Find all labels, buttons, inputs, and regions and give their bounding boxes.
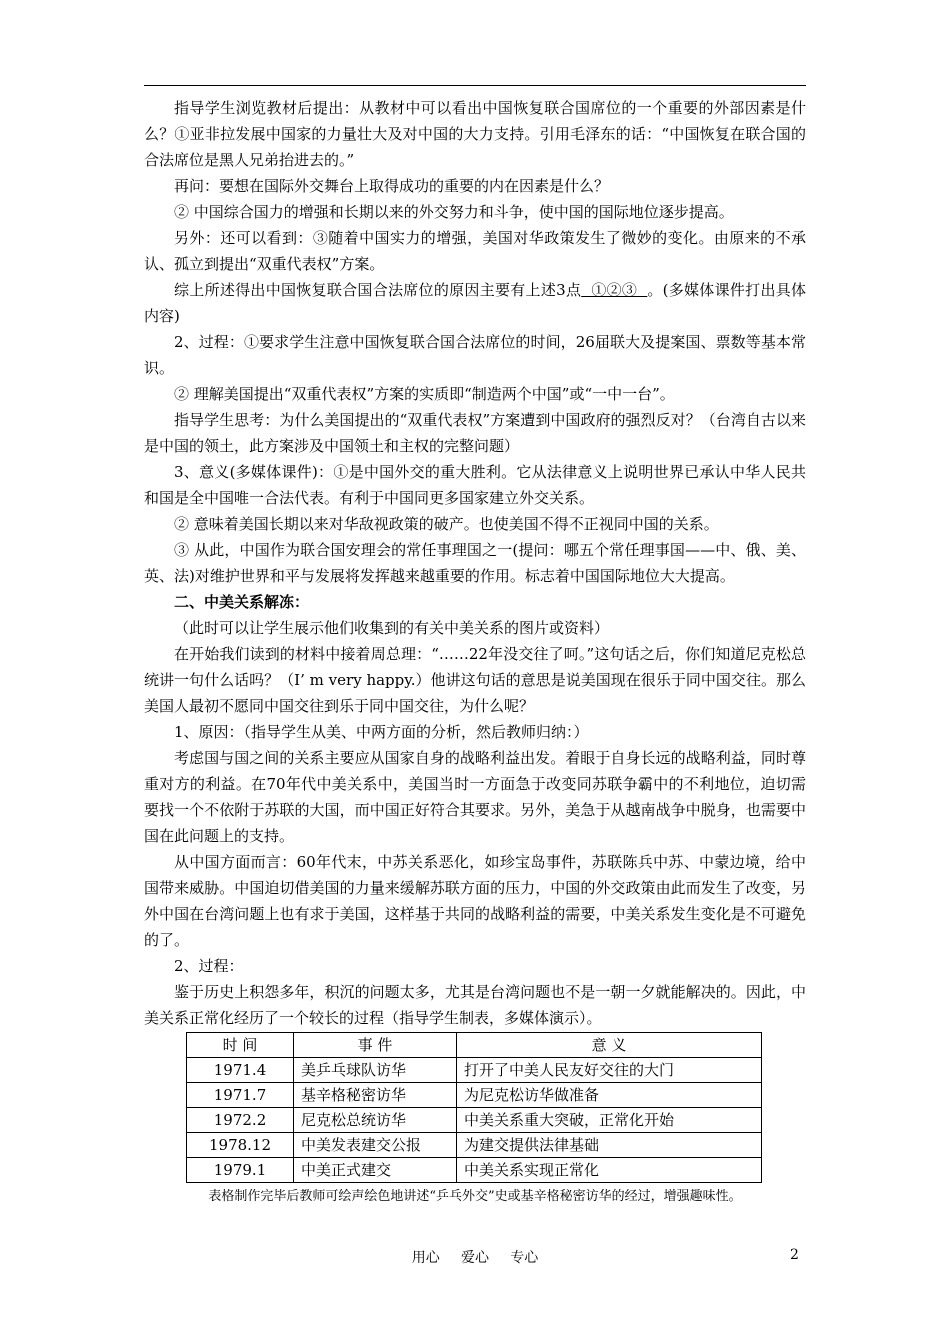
paragraph: 从中国方面而言：60年代末，中苏关系恶化，如珍宝岛事件，苏联陈兵中苏、中蒙边境，给中国带来威胁。中国迫切借美国的力量来缓解苏联方面的压力，中国的外交政策由此而发生了改变，另外中国在台湾问题上也有求于美国，这样基于共同的战略利益的需要，中美关系发生变化是不可避免的了。 [144, 853, 806, 949]
header-significance: 意 义 [457, 1033, 762, 1058]
page-footer: 用心 爱心 专心 [411, 1250, 539, 1266]
table-row [187, 1133, 762, 1158]
cell-significance: 中美关系重大突破，正常化开始 [457, 1108, 762, 1133]
cell-time: 1971.7 [187, 1083, 294, 1108]
cell-significance: 中美关系实现正常化 [457, 1158, 762, 1183]
cell-event: 美乒乓球队访华 [294, 1058, 457, 1083]
cell-time: 1978.12 [187, 1133, 294, 1158]
page-number: 2 [790, 1247, 799, 1263]
paragraph: ③ 从此，中国作为联合国安理会的常任事理国之一(提问：哪五个常任理事国——中、俄、美、英、法)对维护世界和平与发展将发挥越来越重要的作用。标志着中国国际地位大大提高。 [144, 541, 806, 585]
cell-event: 中美发表建交公报 [294, 1133, 457, 1158]
cell-significance: 为建交提供法律基础 [457, 1133, 762, 1158]
paragraph: 再问：要想在国际外交舞台上取得成功的重要的内在因素是什么？ [174, 177, 610, 195]
paragraph: 指导学生思考：为什么美国提出的“双重代表权”方案遭到中国政府的强烈反对？（台湾自古以来是中国的领土，此方案涉及中国领土和主权的完整问题） [144, 411, 806, 455]
cell-event: 尼克松总统访华 [294, 1108, 457, 1133]
paragraph: 在开始我们读到的材料中接着周总理：“……22年没交往了呵。”这句话之后，你们知道尼克松总统讲一句什么话吗？（I’ m very happy.）他讲这句话的意思是说美国现在很乐于同中国交往。那么美国人最初不愿同中国交往到乐于同中国交往，为什么呢？ [144, 645, 806, 715]
table-header-row [187, 1033, 762, 1058]
paragraph: 2、过程：①要求学生注意中国恢复联合国合法席位的时间，26届联大及提案国、票数等基本常识。 [144, 333, 806, 377]
cell-significance: 打开了中美人民友好交往的大门 [457, 1058, 762, 1083]
events-table [186, 1032, 762, 1183]
table-row [187, 1058, 762, 1083]
cell-time: 1972.2 [187, 1108, 294, 1133]
summary-paragraph [144, 277, 806, 329]
section-heading: 二、中美关系解冻： [174, 593, 310, 611]
paragraph: 2、过程： [174, 957, 244, 975]
summary-tail: 。(多媒体课件打出具体内容) [144, 281, 807, 325]
table-row [187, 1108, 762, 1133]
summary-answer-blank: ①②③ [581, 281, 648, 299]
document-body [144, 95, 806, 1209]
paragraph: 1、原因：（指导学生从美、中两方面的分析，然后教师归纳：） [174, 723, 589, 741]
cell-time: 1971.4 [187, 1058, 294, 1083]
cell-event: 中美正式建交 [294, 1158, 457, 1183]
summary-text: 综上所述得出中国恢复联合国合法席位的原因主要有上述3点 [174, 281, 582, 299]
paragraph: ② 意味着美国长期以来对华敌视政策的破产。也使美国不得不正视同中国的关系。 [174, 515, 719, 533]
table-row [187, 1158, 762, 1183]
paragraph: ② 理解美国提出“双重代表权”方案的实质即“制造两个中国”或“一中一台”。 [174, 385, 675, 403]
paragraph: （此时可以让学生展示他们收集到的有关中美关系的图片或资料） [174, 619, 610, 637]
header-rule [144, 85, 806, 86]
paragraph: 考虑国与国之间的关系主要应从国家自身的战略利益出发。着眼于自身长远的战略利益，同时尊重对方的利益。在70年代中美关系中，美国当时一方面急于改变同苏联争霸中的不利地位，迫切需要找一个不依附于苏联的大国，而中国正好符合其要求。另外，美急于从越南战争中脱身，也需要中国在此问题上的支持。 [144, 749, 806, 845]
header-event: 事 件 [294, 1033, 457, 1058]
paragraph: ② 中国综合国力的增强和长期以来的外交努力和斗争，使中国的国际地位逐步提高。 [174, 203, 734, 221]
paragraph: 另外：还可以看到：③随着中国实力的增强，美国对华政策发生了微妙的变化。由原来的不承认、孤立到提出“双重代表权”方案。 [144, 229, 806, 273]
cell-event: 基辛格秘密访华 [294, 1083, 457, 1108]
cell-significance: 为尼克松访华做准备 [457, 1083, 762, 1108]
header-time: 时 间 [187, 1033, 294, 1058]
paragraph: 鉴于历史上积怨多年，积沉的问题太多，尤其是台湾问题也不是一朝一夕就能解决的。因此，中美关系正常化经历了一个较长的过程（指导学生制表，多媒体演示）。 [144, 983, 806, 1027]
cell-time: 1979.1 [187, 1158, 294, 1183]
table-row [187, 1083, 762, 1108]
paragraph: 3、意义(多媒体课件)：①是中国外交的重大胜利。它从法律意义上说明世界已承认中华人民共和国是全中国唯一合法代表。有利于中国同更多国家建立外交关系。 [144, 463, 806, 507]
table-caption: 表格制作完毕后教师可绘声绘色地讲述“乒乓外交”史或基辛格秘密访华的经过，增强趣味性。 [208, 1189, 742, 1204]
paragraph: 指导学生浏览教材后提出：从教材中可以看出中国恢复联合国席位的一个重要的外部因素是什么？①亚非拉发展中国家的力量壮大及对中国的大力支持。引用毛泽东的话：“中国恢复在联合国的合法席位是黑人兄弟抬进去的。” [144, 99, 806, 169]
